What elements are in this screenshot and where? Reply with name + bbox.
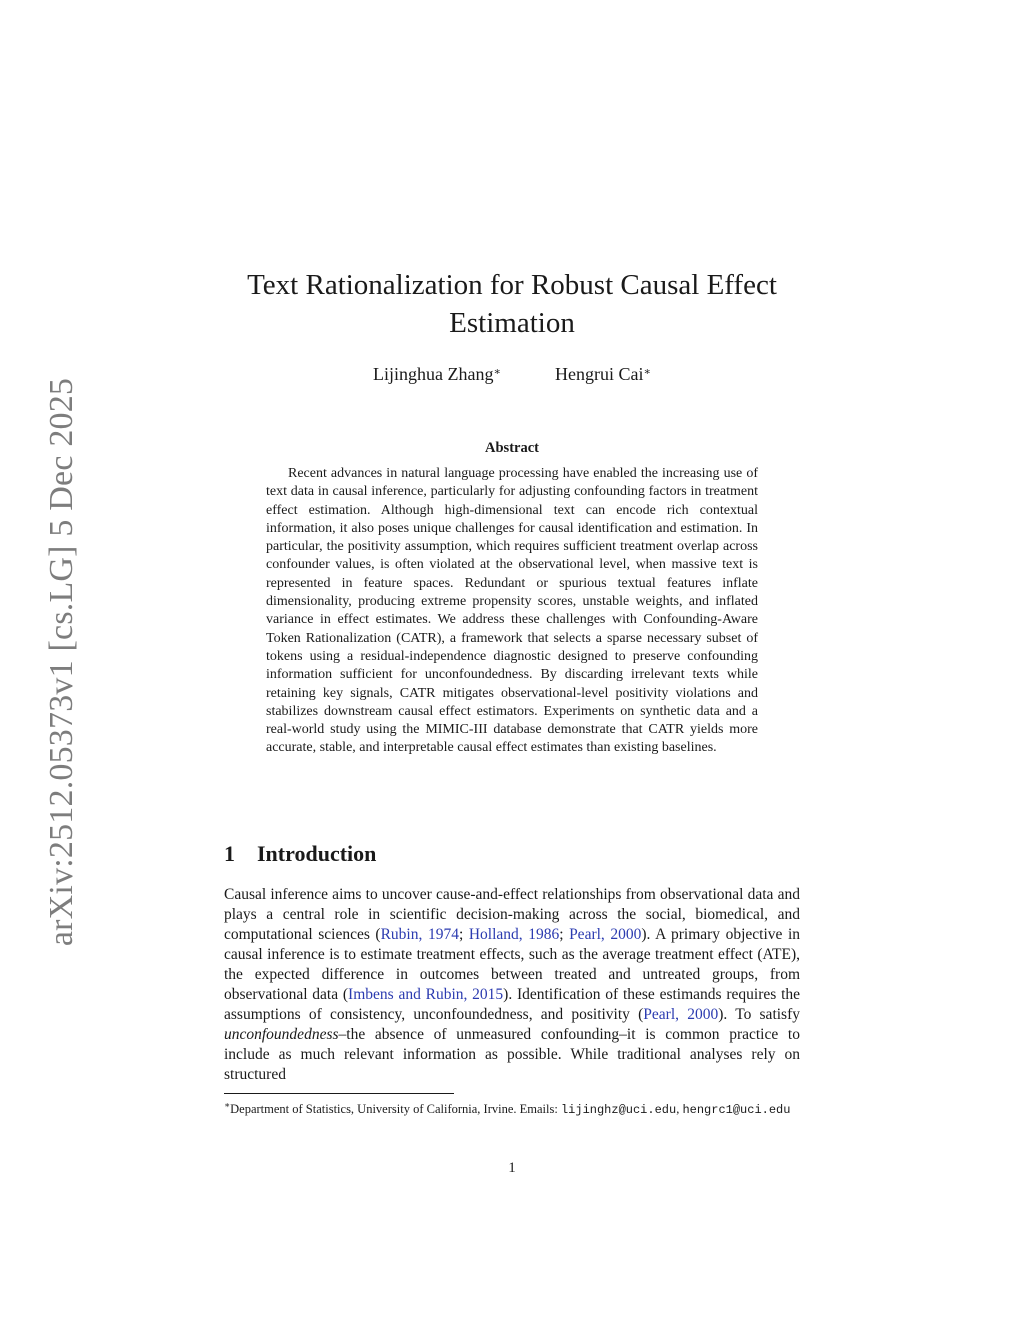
section-number: 1 (224, 841, 235, 866)
author-list (0, 362, 1024, 386)
emphasis-unconfoundedness: unconfoundedness (224, 1026, 339, 1043)
abstract-heading: Abstract (485, 440, 539, 456)
footnote-rule (224, 1093, 454, 1094)
arxiv-identifier-stamp: arXiv:2512.05373v1 [cs.LG] 5 Dec 2025 (43, 377, 80, 947)
email-2: hengrc1@uci.edu (682, 1103, 791, 1118)
paper-title (200, 266, 824, 342)
citation-link-rubin[interactable]: Rubin, 1974 (380, 926, 459, 943)
email-1: lijinghz@uci.edu (560, 1103, 677, 1118)
section-heading-introduction (224, 841, 376, 867)
title-line-2: Estimation (449, 307, 575, 339)
introduction-paragraph: Causal inference aims to uncover cause-and-effect relationships from observational data and plays a central role in scientific decision-making across the social, biomedical, and computational sciences (Rubin, 1974; Holland, 1986; Pearl, 2000). A primary objective in causal inference is to estimate treatment effects, such as the average treatment effect (ATE), the expected difference in outcomes between treated and untreated groups, from observational data (Imbens and Rubin, 2015). Identification of these estimands requires the assumptions of consistency, unconfoundedness, and positivity (Pearl, 2000). To satisfy unconfoundedness–the absence of unmeasured confounding–it is common practice to include as much relevant information as possible. While traditional analyses rely on structured (224, 886, 801, 1083)
author-1: Lijinghua Zhang∗ (373, 364, 501, 384)
section-title: Introduction (257, 841, 377, 866)
citation-link-holland[interactable]: Holland, 1986 (468, 926, 560, 943)
page-number: 1 (508, 1160, 516, 1176)
author-1-footnote-mark: ∗ (493, 366, 501, 378)
citation-link-imbens-rubin[interactable]: Imbens and Rubin, 2015 (348, 986, 504, 1003)
citation-link-pearl-2[interactable]: Pearl, 2000 (643, 1006, 719, 1023)
abstract-text: Recent advances in natural language processing have enabled the increasing use of text data in causal inference, particularly for adjusting confounding factors in treatment effect estimation. Although high-dimensional text can encode rich contextual information, it also poses unique challenges for causal identification and estimation. In particular, the positivity assumption, which requires sufficient treatment overlap across confounder values, is often violated at the observational level, when massive text is represented in feature spaces. Redundant or spurious textual features inflate dimensionality, producing extreme propensity scores, unstable weights, and inflated variance in effect estimates. We address these challenges with Confounding-Aware Token Rationalization (CATR), a framework that selects a sparse necessary subset of tokens using a residual-independence diagnostic designed to preserve confounding information sufficient for unconfoundedness. By discarding irrelevant texts while retaining key signals, CATR mitigates observational-level positivity violations and stabilizes downstream causal effect estimators. Experiments on synthetic data and a real-world study using the MIMIC-III database demonstrate that CATR yields more accurate, stable, and interpretable causal effect estimates than existing baselines. (266, 466, 758, 756)
title-line-1: Text Rationalization for Robust Causal Effect (247, 269, 777, 301)
footnote: ∗Department of Statistics, University of California, Irvine. Emails: lijinghz@uci.edu, hengrc1@uci.edu (224, 1100, 791, 1118)
author-2-footnote-mark: ∗ (643, 366, 651, 378)
citation-link-pearl[interactable]: Pearl, 2000 (569, 926, 642, 943)
author-2: Hengrui Cai∗ (555, 364, 651, 384)
